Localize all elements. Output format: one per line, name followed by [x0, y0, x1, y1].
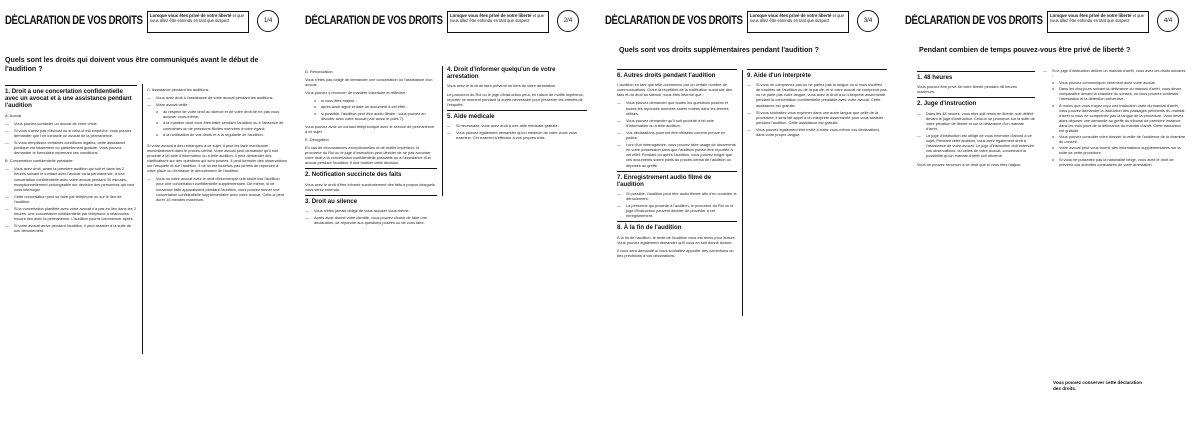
page-title: DÉCLARATION DE VOS DROITS — [5, 14, 143, 27]
list-item: — Votre avocat veille : — [147, 102, 287, 107]
list-item: — Si la concertation planifiée avec votre avocat n'a pas eu lieu dans les 2 heures, une concertation confidentielle par téléphone a néanmoins encore lieu avec la permanence. L'audition pourra commencer après. — [5, 206, 137, 221]
list-item: — Cette concertation peut se faire par téléphone ou sur le lieu de l'audition. — [5, 194, 137, 204]
page-title: DÉCLARATION DE VOS DROITS — [305, 14, 443, 27]
paragraph: Vous n'êtes pas obligé de demander une concertation ou l'assistance d'un avocat. — [305, 77, 433, 88]
list-item: — Vous pouvez contacter un avocat de votre choix. — [5, 121, 137, 126]
section-heading: 8. À la fin de l'audition — [617, 221, 737, 231]
list-item: — La personne qui procède à l'audition, le procureur du Roi ou le juge d'instruction peuvent décider de procéder à cet enregistrement. — [617, 203, 737, 218]
list-item: — Si votre avocat arrive pendant l'audition, il peut assister à la suite de son déroulement. — [5, 223, 137, 233]
subsection-label: A. Avocat — [5, 112, 22, 118]
paragraph: En cas de circonstances exceptionnelles et de motifs impérieux, le procureur du Roi ou le juge d'instruction peut décider de ne pas accorder votre droit à la concertation confidentielle préalable ou à l'assistance d'un avocat pendant l'audition. Il doit motiver cette décision. — [305, 145, 431, 166]
sub-item: o Vous pouvez consulter votre dossier la veille de l'audience de la chambre du conseil. — [1043, 134, 1187, 144]
section-heading: 3. Droit au silence — [305, 195, 437, 205]
warning-box — [747, 11, 849, 33]
list-item: — Si vous souhaitez vous exprimer dans une autre langue que celle de la procédure, il sera fait appel à un interprète assermenté pour vous assister pendant l'audition. Cette assistance est gratuite. — [747, 110, 887, 125]
sub-item: o après avoir signé et daté un document à cet effet ; — [305, 104, 437, 109]
paragraph: Vous ne pouvez renoncer à ce droit que si vous êtes majeur. — [917, 162, 1022, 168]
warning-bold: Lorsque vous êtes privé de votre liberté — [1050, 13, 1132, 18]
section-heading: 5. Aide médicale — [447, 110, 587, 120]
column-divider — [142, 84, 143, 354]
sub-item: o Si vous ne possédez pas la nationalité belge, vous avez le droit de prévenir vos autorités consulaires de votre arrestation. — [1043, 157, 1187, 167]
page-number: 2/4 — [557, 10, 579, 32]
warning-text: et que vous allez être entendu en tant que suspect — [150, 13, 244, 23]
section-heading: 1. Droit à une concertation confidentielle avec un avocat et à une assistance pendant l'audition — [5, 85, 137, 110]
paragraph: Le procureur du Roi ou le juge d'instruction peut, en raison de motifs impérieux, reporter ce moment pendant la durée nécessaire pour préserver les intérêts de l'enquête. — [447, 91, 584, 107]
warning-bold: Lorsque vous êtes privé de votre liberté — [150, 13, 232, 18]
list-item: — Si nécessaire, vous avez droit à une aide médicale gratuite. — [447, 123, 587, 128]
page-header — [903, 10, 1195, 36]
paragraph: Vous pouvez y renoncer de manière volontaire et réfléchie : — [305, 90, 408, 96]
left-column — [917, 68, 1035, 171]
left-column — [617, 66, 737, 261]
paragraph: À la fin de l'audition, le texte de l'audition vous est remis pour lecture. Vous pouvez également demander qu'il vous en soit donné lecture. — [617, 234, 736, 245]
sub-item: o à la notification de vos droits et à la régularité de l'audition. — [147, 132, 287, 137]
warning-bold: Lorsque vous êtes privé de votre liberté — [750, 13, 832, 18]
page-header — [3, 10, 295, 36]
section-heading: 2. Notification succincte des faits — [305, 168, 437, 178]
page-title: DÉCLARATION DE VOS DROITS — [905, 14, 1043, 27]
page-number: 4/4 — [1157, 10, 1179, 32]
list-item: — Si possible, l'audition peut être audio filmée afin d'en contrôler le déroulement. — [617, 191, 737, 201]
paragraph: Vous pouvez être privé de votre liberté pendant 48 heures maximum. — [917, 84, 1017, 95]
warning-text: et que vous allez être entendu en tant que suspect — [750, 13, 844, 23]
page-number: 1/4 — [257, 10, 279, 32]
section-heading: 1. 48 heures — [917, 71, 1035, 81]
right-column — [447, 66, 587, 142]
page-1 — [3, 4, 295, 428]
section-heading: 9. Aide d'un interprète — [747, 69, 887, 79]
sub-item: o si vous êtes majeur ; — [305, 98, 437, 103]
paragraph: Vous avez le droit de faire prévenir un tiers de votre arrestation. — [447, 83, 557, 89]
list-item: — Vous pouvez demander que toutes les questions posées et toutes les réponses données soient notées dans les termes utilisés. — [617, 100, 737, 115]
column-divider — [742, 70, 743, 316]
list-item: — Vous n'êtes jamais obligé de vous accuser vous-même. — [305, 208, 437, 213]
subsection-label: B. Concertation confidentielle préalable — [5, 158, 73, 164]
list-item: — Vos déclarations pourront être utilisées comme preuve en justice. — [617, 130, 737, 140]
right-column — [147, 84, 287, 204]
sub-item: o au respect de votre droit au silence et de votre droit de ne pas vous accuser vous-même; — [147, 109, 287, 119]
left-column — [5, 82, 137, 235]
warning-text: et que vous allez être entendu en tant que suspect — [450, 13, 544, 23]
page-title: DÉCLARATION DE VOS DROITS — [605, 14, 743, 27]
page-question: Pendant combien de temps pouvez-vous être privé de liberté ? — [919, 46, 1131, 54]
list-item: — Vous ou votre avocat avez le droit d'interrompre une seule fois l'audition pour une concertation confidentielle supplémentaire. De même, si de nouveaux faits apparaissent pendant l'audition, vous pouvez mener une concertation confidentielle supplémentaire avec votre avocat. Celle-ci peut durer 15 minutes maximum. — [147, 176, 287, 201]
paragraph: L'audition en tant que telle commence par un certain nombre de communications. Outre la répétition de la notification succincte des faits et du droit au silence, vous êtes informé que : — [617, 82, 733, 98]
right-column — [747, 66, 887, 139]
footer-note: Vous pouvez conserver cette déclaration des droits. — [1053, 380, 1143, 391]
list-item: — Vous pouvez demander qu'il soit procédé à tel acte d'information ou à telle audition. — [617, 118, 737, 128]
subsection-label: D. Renonciation — [305, 69, 333, 74]
sub-item: o Dans les cinq jours suivant la délivrance du mandat d'arrêt, vous devez comparaître devant la chambre du conseil, où vous pourrez contester l'arrestation et la détention préventive. — [1043, 86, 1187, 101]
list-item: — Si vous remplissez certaines conditions légales, cette assistance juridique est totalement ou partiellement gratuite. Vous pouvez demander le formulaire reprenant ces conditions. — [5, 140, 137, 155]
sub-item: o Vous pouvez communiquer librement avec votre avocat. — [1043, 80, 1187, 85]
section-heading: 6. Autres droits pendant l'audition — [617, 69, 737, 79]
page-3 — [603, 4, 895, 428]
list-item: — Vous avez droit, avant la première audition qui suit et dans les 2 heures suivant le contact avec l'avocat ou la permanence, à une concertation confidentielle avec votre avocat pendant 30 minutes, exceptionnellement prolongeable sur décision des personnes qui vont vous interroger. — [5, 166, 137, 191]
list-item: — Vous pouvez également être invité à noter vous-même vos déclarations dans votre propre langue. — [747, 127, 887, 137]
page-number: 3/4 — [857, 10, 879, 32]
left-column — [305, 66, 437, 227]
page-header — [303, 10, 595, 36]
warning-text: et que vous allez être entendu en tant que suspect — [1050, 13, 1144, 23]
list-item: — Après avoir donné votre identité, vous pouvez choisir de faire une déclaration, de répondre aux questions posées ou de vous taire. — [305, 215, 437, 225]
list-item: — Si vous n'avez pas d'avocat ou si celui-ci est empêché, vous pouvez demander que l'on contacte un avocat de la permanence. — [5, 128, 137, 138]
right-column — [1043, 68, 1187, 168]
section-heading: 7. Enregistrement audio filmé de l'audition — [617, 171, 737, 188]
paragraph: Vous pouvez avoir un contact téléphonique avec le service de permanence à ce sujet. — [305, 123, 435, 134]
subsection-label: C. Assistance pendant les auditions — [147, 87, 209, 92]
list-item: — Si vous ne comprenez pas ou ne parlez pas la langue ou si vous souffrez de troubles de l'audition ou de la parole, et si votre avocat ne comprend pas ou ne parle pas votre langue, vous avez le droit à un interprète assermenté pendant la concertation confidentielle préalable avec votre avocat. Cette assistance est gratuite. — [747, 82, 887, 107]
sub-item: o Votre avocat peut vous fournir des informations supplémentaires sur la suite de cette procédure. — [1043, 145, 1187, 155]
paragraph: Il vous sera demandé si vous souhaitez apporter des corrections ou des précisions à vos déclarations. — [617, 247, 734, 258]
list-item: — Le juge d'instruction est obligé de vous entendre d'abord à ce sujet. Pendant cette audition, vous avez également droit à l'assistance de votre avocat. Le juge d'instruction doit entendre vos observations, ou celles de votre avocat, concernant la possibilité qu'un mandat d'arrêt soit décerné. — [917, 133, 1035, 158]
section-heading: 4. Droit d'informer quelqu'un de votre arrestation — [447, 66, 556, 81]
warning-box — [447, 11, 549, 33]
subsection-label: E. Dérogation — [305, 136, 329, 142]
sub-item: o à la manière dont vous êtes traité pendant l'audition ou à l'absence de contraintes ou de pressions illicites exercées à votre égard; — [147, 120, 287, 130]
paragraph: Vous avez le droit d'être informé succinctement des faits à propos desquels vous serez entendu. — [305, 181, 435, 192]
warning-box — [1047, 11, 1149, 33]
list-item: — Vous pouvez également demander qu'un médecin de votre choix vous examine. Cet examen s'effectue à vos propres frais. — [447, 130, 587, 140]
warning-box — [147, 11, 249, 33]
page-header — [603, 10, 895, 36]
page-4 — [903, 4, 1195, 428]
page-question: Quels sont les droits qui doivent vous être communiqués avant le début de l'audition ? — [5, 56, 259, 73]
page-question: Quels sont vos droits supplémentaires pendant l'audition ? — [619, 46, 819, 54]
list-item: — Lors d'un interrogatoire, vous pouvez faire usage de documents en votre possession sans que l'audition puisse être reportée à cet effet. Pendant ou après l'audition, vous pouvez exiger que ces documents soient joints au procès-verbal de l'audition ou déposés au greffe. — [617, 142, 737, 167]
warning-bold: Lorsque vous êtes privé de votre liberté — [450, 13, 532, 18]
column-divider — [442, 66, 443, 196]
list-item: — Si le juge d'instruction délivre un mandat d'arrêt, vous avez les droits suivants : — [1043, 68, 1187, 78]
paragraph: Si votre avocat a des remarques à ce sujet, il peut les faire mentionner immédiatement dans le procès-verbal. Votre avocat peut demander qu'il soit procédé à tel acte d'information ou à telle audition. Il peut demander des clarifications sur des questions qui sont posées. Il peut formuler des observations sur l'enquête et sur l'audition. Il ne lui est toutefois pas permis de répondre à votre place ou d'entraver le déroulement de l'audition. — [147, 142, 287, 174]
list-item: — Vous avez droit à l'assistance de votre avocat pendant les auditions. — [147, 95, 287, 100]
page-2 — [303, 4, 595, 428]
sub-item: o si possible, l'audition peut être audio filmée ; vous pouvez en discuter avec votre avocat (voir aussi le point 7). — [305, 111, 437, 121]
section-heading: 2. Juge d'instruction — [917, 97, 1035, 107]
list-item: — Dans les 48 heures, vous êtes soit remis en liberté, soit déféré devant le juge d'instruction. Celui-ci se prononce sur la suite de votre privation de liberté et sur la délivrance d'un mandat d'arrêt. — [917, 111, 1035, 131]
sub-item: o À moins que vous n'ayez reçu une traduction orale du mandat d'arrêt, vous pouvez demander la traduction des passages pertinents du mandat d'arrêt si vous ne comprenez pas la langue de la procédure. Vous devez alors déposer une demande au greffe du tribunal de première instance dans les trois jours de la délivrance du mandat d'arrêt. Cette traduction est gratuite. — [1043, 103, 1187, 134]
